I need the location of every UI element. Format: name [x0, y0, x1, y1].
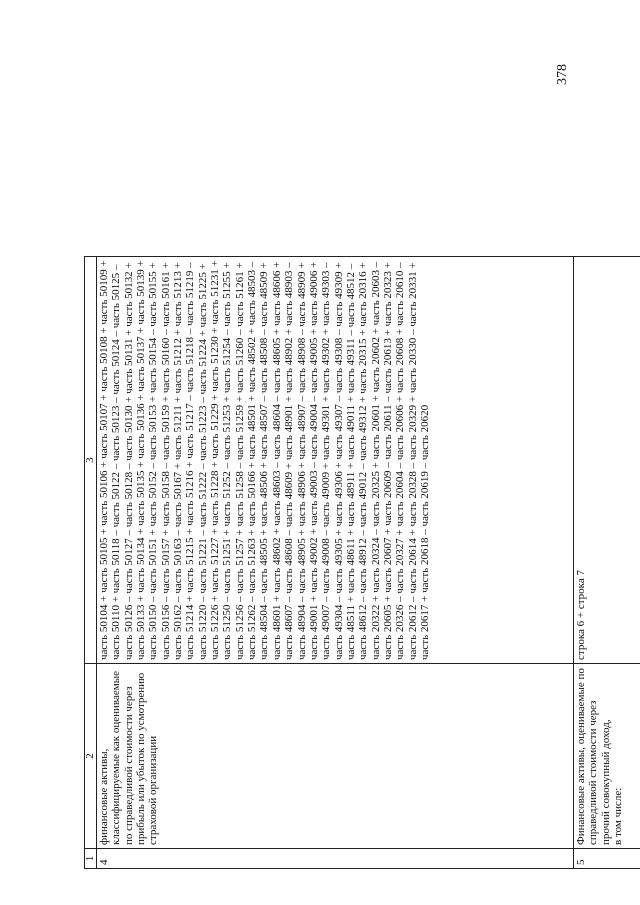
formula-line: часть 51214 + часть 51215 + часть 51216 + часть 51217 – часть 51218 – часть 51219 –: [184, 262, 197, 660]
formula-line: часть 51250 – часть 51251 + часть 51252 – часть 51253 + часть 51254 – часть 51255 +: [221, 262, 234, 660]
formula-line: часть 48511 + часть 48611 + часть 48911 + часть 49011 + часть 49311 – часть 48512 –: [344, 263, 357, 660]
formula-line: часть 51256 – часть 51257 + часть 51258 – часть 51259 + часть 51260 – часть 51261 +: [233, 262, 246, 660]
formula-line: часть 51262 – часть 51263 + часть 50166 + часть 48501 + часть 48502 + часть 48503 –: [246, 261, 259, 660]
formula-line: часть 20326 – часть 20327 + часть 20604 – часть 20606 + часть 20608 + часть 20610 –: [394, 262, 407, 660]
formula-line: строка 6 + строка 7: [575, 570, 587, 660]
formula-line: часть 50162 – часть 50163 – часть 50167 + часть 51211 + часть 51212 + часть 51213 +: [172, 262, 185, 660]
row-formula: [574, 257, 640, 664]
formula-line: часть 48504 – часть 48505 + часть 48506 + часть 48507 – часть 48508 – часть 48509 +: [258, 262, 271, 660]
row-formula: [97, 257, 574, 664]
title-line: страховой организации: [147, 735, 160, 845]
title-line: по справедливой стоимости через: [122, 686, 135, 845]
formula-line: часть 20617 + часть 20618 – часть 20619 – часть 20620: [418, 404, 431, 660]
table-row: [97, 257, 574, 869]
formula-line: часть 49007 – часть 49008 – часть 49009 + часть 49301 + часть 49302 + часть 49303 –: [320, 262, 333, 660]
row-number: 4: [97, 849, 574, 869]
formula-line: часть 49001 + часть 49002 + часть 49003 – часть 49004 – часть 49005 + часть 49006 +: [307, 261, 320, 660]
formula-line: часть 50150 – часть 50151 + часть 50152 – часть 50153 + часть 50154 – часть 50155 +: [147, 262, 160, 660]
formula-line: часть 50156 – часть 50157 + часть 50158 – часть 50159 + часть 50160 – часть 50161 +: [159, 262, 172, 660]
formula-line: часть 48607 – часть 48608 – часть 48609 + часть 48901 + часть 48902 + часть 48903 –: [283, 262, 296, 660]
formula-line: часть 50133 + часть 50134 + часть 50135 + часть 50136 + часть 50137 + часть 50139 +: [135, 260, 148, 660]
formula-line: часть 20612 – часть 20614 + часть 20328 – часть 20329 + часть 20330 – часть 20331 +: [406, 262, 419, 660]
formula-line: часть 51220 – часть 51221 – часть 51222 – часть 51223 – часть 51224 + часть 51225 +: [196, 263, 209, 660]
formula-table: [84, 256, 640, 869]
title-line: прибыль или убыток по усмотрению: [135, 672, 148, 845]
formula-line: часть 48612 – часть 48912 – часть 49012 – часть 49312 + часть 20315 + часть 20316 +: [357, 262, 370, 660]
title-line: справедливой стоимости через: [587, 700, 600, 845]
title-line: классифицируемые как оцениваемые: [110, 671, 123, 845]
header-col-1: 1: [85, 849, 97, 869]
formula-line: часть 49304 – часть 49305 + часть 49306 + часть 49307 – часть 49308 – часть 49309 +: [332, 262, 345, 660]
page-number: 378: [555, 64, 570, 85]
formula-line: часть 48904 – часть 48905 + часть 48906 + часть 48907 – часть 48908 – часть 48909 +: [295, 262, 308, 660]
table-row: [574, 257, 640, 869]
header-col-3: 3: [85, 257, 97, 664]
formula-line: часть 20605 + часть 20607 + часть 20609 – часть 20611 – часть 20613 + часть 20323 +: [381, 262, 394, 660]
title-line: финансовые активы,: [98, 748, 110, 845]
title-line: прочий совокупный доход,: [599, 719, 612, 845]
row-number: 5: [574, 849, 640, 869]
formula-line: часть 50110 + часть 50118 – часть 50122 – часть 50123 – часть 50124 – часть 50125 –: [110, 264, 123, 660]
formula-line: часть 51226 + часть 51227 + часть 51228 + часть 51229 + часть 51230 + часть 51231 +: [209, 260, 222, 660]
formula-line: часть 50126 – часть 50127 – часть 50128 – часть 50130 + часть 50131 + часть 50132 +: [122, 262, 135, 660]
row-title: [574, 664, 640, 849]
table-header-row: [85, 257, 97, 869]
title-line: Финансовые активы, оцениваемые по: [575, 668, 587, 845]
header-col-2: 2: [85, 664, 97, 849]
formula-line: часть 20322 + часть 20324 – часть 20325 + часть 20601 + часть 20602 + часть 20603 –: [369, 261, 382, 660]
title-line: в том числе:: [612, 787, 625, 845]
formula-line: часть 50104 + часть 50105 + часть 50106 + часть 50107 + часть 50108 + часть 50109 +: [98, 260, 110, 660]
row-title: [97, 664, 574, 849]
formula-line: часть 48601 + часть 48602 + часть 48603 – часть 48604 – часть 48605 + часть 48606 +: [270, 261, 283, 660]
